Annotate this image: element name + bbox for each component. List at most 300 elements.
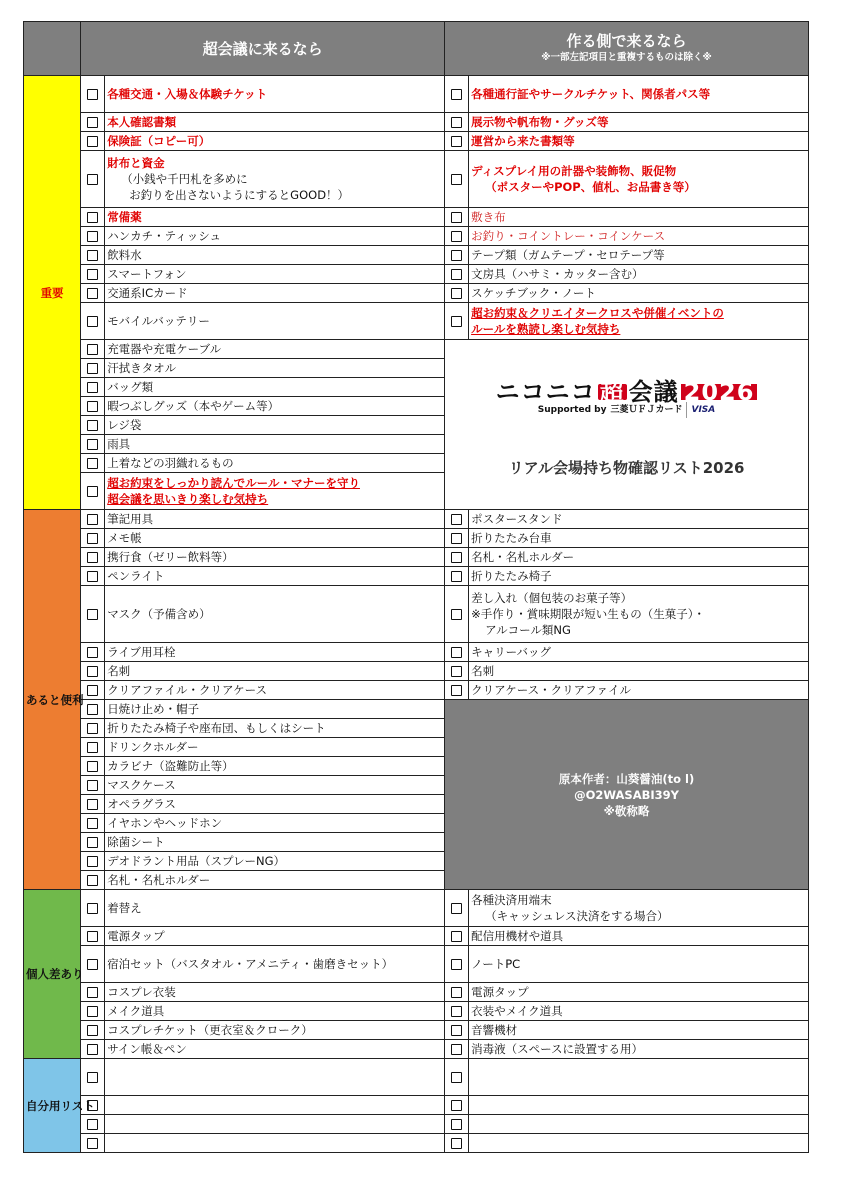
item-label: 超お約束＆クリエイタークロスや併催イベントの bbox=[471, 306, 724, 320]
header-row bbox=[24, 22, 809, 76]
checkbox-cell[interactable] bbox=[81, 719, 105, 738]
checkbox-cell[interactable] bbox=[81, 890, 105, 927]
checkbox[interactable] bbox=[451, 1072, 462, 1083]
checkbox-cell[interactable] bbox=[445, 132, 469, 151]
checkbox-cell[interactable] bbox=[81, 510, 105, 529]
checkbox-cell[interactable] bbox=[81, 1040, 105, 1059]
creator-item bbox=[469, 681, 809, 700]
header-creator: 作る側で来るなら ※一部左記項目と重複するものは除く※ bbox=[445, 22, 809, 76]
visitor-item bbox=[105, 662, 445, 681]
checkbox-cell[interactable] bbox=[445, 265, 469, 284]
checkbox[interactable] bbox=[87, 486, 98, 497]
credit-note: ※敬称略 bbox=[603, 803, 650, 818]
item-label: 文房具（ハサミ・カッター含む） bbox=[471, 267, 644, 281]
checkbox-cell[interactable] bbox=[81, 397, 105, 416]
checkbox[interactable] bbox=[87, 1025, 98, 1036]
visitor-item bbox=[105, 871, 445, 890]
checkbox-cell[interactable] bbox=[81, 1021, 105, 1040]
item-label: 常備薬 bbox=[107, 210, 142, 224]
checkbox-cell[interactable] bbox=[445, 1040, 469, 1059]
checkbox-cell[interactable] bbox=[81, 76, 105, 113]
item-label: 汗拭きタオル bbox=[107, 361, 177, 375]
checkbox[interactable] bbox=[87, 818, 98, 829]
visitor-item bbox=[105, 567, 445, 586]
item-label: 差し入れ（個包装のお菓子等） bbox=[471, 591, 633, 605]
checkbox-cell[interactable] bbox=[81, 1059, 105, 1096]
checkbox-cell[interactable] bbox=[81, 757, 105, 776]
item-label: 日焼け止め・帽子 bbox=[107, 702, 200, 716]
checkbox[interactable] bbox=[451, 136, 462, 147]
item-label: マスク（予備含め） bbox=[107, 607, 211, 621]
item-label: 衣装やメイク道具 bbox=[471, 1004, 563, 1018]
checkbox-cell[interactable] bbox=[445, 510, 469, 529]
item-label: モバイルバッテリー bbox=[107, 314, 210, 328]
visitor-item bbox=[105, 927, 445, 946]
checkbox-cell[interactable] bbox=[81, 113, 105, 132]
checkbox-cell[interactable] bbox=[81, 1115, 105, 1134]
list-row bbox=[24, 643, 809, 662]
list-row bbox=[24, 1002, 809, 1021]
visitor-item bbox=[105, 643, 445, 662]
checkbox-cell[interactable] bbox=[81, 700, 105, 719]
checkbox[interactable] bbox=[87, 666, 98, 677]
creator-blank-item[interactable] bbox=[469, 1134, 809, 1153]
list-row bbox=[24, 1115, 809, 1134]
visitor-item bbox=[105, 76, 445, 113]
checkbox-cell[interactable] bbox=[81, 227, 105, 246]
checkbox-cell[interactable] bbox=[445, 548, 469, 567]
visitor-item bbox=[105, 303, 445, 340]
visitor-item bbox=[105, 983, 445, 1002]
visitor-item bbox=[105, 700, 445, 719]
checkbox-cell[interactable] bbox=[81, 454, 105, 473]
checkbox-cell[interactable] bbox=[81, 151, 105, 208]
visitor-item bbox=[105, 852, 445, 871]
creator-item bbox=[469, 227, 809, 246]
visitor-blank-item[interactable] bbox=[105, 1115, 445, 1134]
list-row bbox=[24, 284, 809, 303]
item-label: 各種交通・入場＆体験チケット bbox=[107, 87, 268, 101]
item-label: イヤホンやヘッドホン bbox=[107, 816, 223, 830]
checkbox[interactable] bbox=[451, 1119, 462, 1130]
list-row bbox=[24, 265, 809, 284]
checkbox-cell[interactable] bbox=[81, 473, 105, 510]
creator-item bbox=[469, 946, 809, 983]
visitor-item bbox=[105, 435, 445, 454]
checkbox[interactable] bbox=[451, 931, 462, 942]
visitor-item bbox=[105, 1040, 445, 1059]
visitor-item bbox=[105, 776, 445, 795]
creator-item bbox=[469, 510, 809, 529]
checkbox-cell[interactable] bbox=[81, 833, 105, 852]
list-row bbox=[24, 983, 809, 1002]
list-row bbox=[24, 586, 809, 643]
creator-blank-item[interactable] bbox=[469, 1059, 809, 1096]
checkbox[interactable] bbox=[87, 439, 98, 450]
checkbox-cell[interactable] bbox=[81, 1002, 105, 1021]
creator-item bbox=[469, 983, 809, 1002]
checkbox-cell[interactable] bbox=[445, 927, 469, 946]
checkbox-cell[interactable] bbox=[81, 416, 105, 435]
visitor-item bbox=[105, 814, 445, 833]
checkbox-cell[interactable] bbox=[81, 1134, 105, 1153]
item-label: 電源タップ bbox=[107, 929, 165, 943]
visitor-item bbox=[105, 586, 445, 643]
item-label: デオドラント用品（スプレーNG） bbox=[107, 854, 286, 868]
checkbox-cell[interactable] bbox=[445, 1115, 469, 1134]
checkbox[interactable] bbox=[87, 89, 98, 100]
item-label: レジ袋 bbox=[107, 418, 142, 432]
checkbox[interactable] bbox=[451, 212, 462, 223]
checkbox-cell[interactable] bbox=[445, 1021, 469, 1040]
checkbox-cell[interactable] bbox=[81, 529, 105, 548]
checkbox-cell[interactable] bbox=[81, 871, 105, 890]
item-label: ノートPC bbox=[471, 957, 521, 971]
item-label: ※手作り・賞味期限が短い生もの（生菓子）・ bbox=[471, 607, 705, 621]
checkbox[interactable] bbox=[87, 723, 98, 734]
checkbox-cell[interactable] bbox=[81, 284, 105, 303]
item-label: 着替え bbox=[107, 901, 142, 915]
checkbox-cell[interactable] bbox=[81, 548, 105, 567]
checkbox[interactable] bbox=[451, 316, 462, 327]
item-label: 消毒液（スペースに設置する用） bbox=[471, 1042, 644, 1056]
list-row bbox=[24, 700, 809, 719]
checkbox-cell[interactable] bbox=[81, 265, 105, 284]
visitor-item bbox=[105, 681, 445, 700]
visitor-item bbox=[105, 284, 445, 303]
creator-blank-item[interactable] bbox=[469, 1115, 809, 1134]
checkbox[interactable] bbox=[87, 316, 98, 327]
item-label: 除菌シート bbox=[107, 835, 165, 849]
checkbox-cell[interactable] bbox=[81, 132, 105, 151]
item-label: ルールを熟読し楽しむ気持ち bbox=[471, 322, 621, 336]
creator-item bbox=[469, 643, 809, 662]
item-label: 運営から来た書類等 bbox=[471, 134, 575, 148]
checkbox[interactable] bbox=[451, 269, 462, 280]
checkbox-cell[interactable] bbox=[445, 227, 469, 246]
item-label: 名札・名札ホルダー bbox=[471, 550, 575, 564]
checkbox[interactable] bbox=[451, 514, 462, 525]
item-label: 筆記用具 bbox=[107, 512, 154, 526]
visitor-item bbox=[105, 397, 445, 416]
category-personal: 個人差あり bbox=[24, 890, 81, 1059]
checkbox-cell[interactable] bbox=[445, 586, 469, 643]
checkbox-cell[interactable] bbox=[81, 927, 105, 946]
checkbox[interactable] bbox=[87, 212, 98, 223]
checkbox[interactable] bbox=[87, 269, 98, 280]
item-label: スケッチブック・ノート bbox=[471, 286, 596, 300]
visitor-item bbox=[105, 510, 445, 529]
item-label: 配信用機材や道具 bbox=[471, 929, 564, 943]
checkbox[interactable] bbox=[451, 552, 462, 563]
checkbox[interactable] bbox=[87, 401, 98, 412]
checkbox-cell[interactable] bbox=[445, 983, 469, 1002]
checkbox-cell[interactable] bbox=[81, 852, 105, 871]
checkbox[interactable] bbox=[87, 1119, 98, 1130]
list-row bbox=[24, 1040, 809, 1059]
list-row bbox=[24, 890, 809, 927]
checkbox-cell[interactable] bbox=[445, 208, 469, 227]
item-label: アルコール類NG bbox=[485, 623, 571, 637]
visitor-item bbox=[105, 1002, 445, 1021]
checkbox-cell[interactable] bbox=[445, 662, 469, 681]
checkbox[interactable] bbox=[87, 704, 98, 715]
checkbox[interactable] bbox=[87, 647, 98, 658]
visitor-blank-item[interactable] bbox=[105, 1059, 445, 1096]
checkbox-cell[interactable] bbox=[81, 643, 105, 662]
item-label: 電源タップ bbox=[471, 985, 529, 999]
list-row bbox=[24, 1059, 809, 1096]
creator-item bbox=[469, 586, 809, 643]
checkbox-cell[interactable] bbox=[445, 151, 469, 208]
checkbox-cell[interactable] bbox=[445, 567, 469, 586]
checkbox-cell[interactable] bbox=[445, 1134, 469, 1153]
checkbox[interactable] bbox=[87, 959, 98, 970]
item-label: 飲料水 bbox=[107, 248, 142, 262]
checkbox-cell[interactable] bbox=[445, 529, 469, 548]
checkbox[interactable] bbox=[87, 250, 98, 261]
item-label: クリアファイル・クリアケース bbox=[107, 683, 268, 697]
list-row bbox=[24, 132, 809, 151]
checkbox-cell[interactable] bbox=[81, 681, 105, 700]
creator-item bbox=[469, 1040, 809, 1059]
item-label: 展示物や帆布物・グッズ等 bbox=[471, 115, 609, 129]
list-row bbox=[24, 1096, 809, 1115]
checkbox[interactable] bbox=[451, 666, 462, 677]
checkbox[interactable] bbox=[87, 609, 98, 620]
checkbox-cell[interactable] bbox=[445, 890, 469, 927]
visitor-item bbox=[105, 719, 445, 738]
visitor-item bbox=[105, 113, 445, 132]
checkbox[interactable] bbox=[451, 987, 462, 998]
checkbox[interactable] bbox=[451, 959, 462, 970]
creator-blank-item[interactable] bbox=[469, 1096, 809, 1115]
list-row bbox=[24, 548, 809, 567]
checkbox-cell[interactable] bbox=[445, 1096, 469, 1115]
list-row bbox=[24, 113, 809, 132]
list-row bbox=[24, 340, 809, 359]
checkbox[interactable] bbox=[87, 420, 98, 431]
checkbox[interactable] bbox=[87, 288, 98, 299]
visitor-item bbox=[105, 454, 445, 473]
visitor-item bbox=[105, 246, 445, 265]
creator-item bbox=[469, 1021, 809, 1040]
checkbox[interactable] bbox=[87, 571, 98, 582]
list-row bbox=[24, 662, 809, 681]
creator-item bbox=[469, 927, 809, 946]
checkbox[interactable] bbox=[87, 742, 98, 753]
checkbox[interactable] bbox=[87, 382, 98, 393]
list-row bbox=[24, 681, 809, 700]
checkbox[interactable] bbox=[87, 761, 98, 772]
header-visitor: 超会議に来るなら bbox=[81, 22, 445, 76]
checkbox[interactable] bbox=[451, 903, 462, 914]
visitor-item bbox=[105, 416, 445, 435]
checkbox[interactable] bbox=[87, 875, 98, 886]
item-label: （小銭や千円札を多めに bbox=[121, 172, 248, 186]
creator-item bbox=[469, 208, 809, 227]
checkbox[interactable] bbox=[87, 344, 98, 355]
checkbox[interactable] bbox=[87, 458, 98, 469]
item-label: メモ帳 bbox=[107, 531, 142, 545]
item-label: 保険証（コピー可） bbox=[107, 134, 211, 148]
checkbox[interactable] bbox=[451, 1044, 462, 1055]
checkbox-cell[interactable] bbox=[81, 814, 105, 833]
checkbox[interactable] bbox=[451, 571, 462, 582]
checkbox[interactable] bbox=[451, 1100, 462, 1111]
creator-item bbox=[469, 284, 809, 303]
checkbox-cell[interactable] bbox=[81, 586, 105, 643]
checkbox[interactable] bbox=[87, 1006, 98, 1017]
checkbox[interactable] bbox=[87, 533, 98, 544]
checkbox[interactable] bbox=[451, 685, 462, 696]
item-label: サイン帳＆ペン bbox=[107, 1042, 187, 1056]
checkbox-cell[interactable] bbox=[445, 1002, 469, 1021]
visitor-item bbox=[105, 473, 445, 510]
checkbox-cell[interactable] bbox=[445, 284, 469, 303]
list-row bbox=[24, 246, 809, 265]
checkbox[interactable] bbox=[87, 117, 98, 128]
visitor-blank-item[interactable] bbox=[105, 1096, 445, 1115]
credit-panel bbox=[445, 700, 809, 890]
item-label: スマートフォン bbox=[107, 267, 187, 281]
checkbox[interactable] bbox=[87, 1072, 98, 1083]
visitor-item bbox=[105, 946, 445, 983]
checkbox-cell[interactable] bbox=[445, 946, 469, 983]
checkbox-cell[interactable] bbox=[445, 303, 469, 340]
list-row bbox=[24, 510, 809, 529]
checkbox[interactable] bbox=[87, 837, 98, 848]
checkbox-cell[interactable] bbox=[81, 946, 105, 983]
checkbox-cell[interactable] bbox=[445, 246, 469, 265]
visitor-blank-item[interactable] bbox=[105, 1134, 445, 1153]
checkbox-cell[interactable] bbox=[81, 738, 105, 757]
category-important: 重要 bbox=[24, 76, 81, 510]
checkbox-cell[interactable] bbox=[445, 1059, 469, 1096]
checkbox[interactable] bbox=[87, 780, 98, 791]
visitor-item bbox=[105, 151, 445, 208]
checkbox[interactable] bbox=[451, 174, 462, 185]
category-own: 自分用リスト bbox=[24, 1059, 81, 1153]
checkbox[interactable] bbox=[87, 136, 98, 147]
checkbox-cell[interactable] bbox=[81, 246, 105, 265]
checkbox[interactable] bbox=[451, 1006, 462, 1017]
creator-item bbox=[469, 662, 809, 681]
checkbox[interactable] bbox=[451, 288, 462, 299]
checkbox[interactable] bbox=[451, 89, 462, 100]
checkbox[interactable] bbox=[87, 931, 98, 942]
checkbox-cell[interactable] bbox=[81, 795, 105, 814]
checkbox[interactable] bbox=[87, 363, 98, 374]
item-label: 宿泊セット（バスタオル・アメニティ・歯磨きセット） bbox=[107, 957, 394, 971]
item-label: バッグ類 bbox=[107, 380, 154, 394]
checkbox[interactable] bbox=[87, 514, 98, 525]
item-label: 名刺 bbox=[471, 664, 495, 678]
item-label: ハンカチ・ティッシュ bbox=[107, 229, 222, 243]
checkbox[interactable] bbox=[87, 231, 98, 242]
visitor-item bbox=[105, 795, 445, 814]
checkbox[interactable] bbox=[451, 1138, 462, 1149]
list-row bbox=[24, 227, 809, 246]
checkbox[interactable] bbox=[87, 685, 98, 696]
checkbox-cell[interactable] bbox=[81, 340, 105, 359]
checkbox-cell[interactable] bbox=[81, 303, 105, 340]
checkbox[interactable] bbox=[87, 903, 98, 914]
checkbox-cell[interactable] bbox=[81, 776, 105, 795]
checkbox-cell[interactable] bbox=[81, 983, 105, 1002]
checkbox[interactable] bbox=[87, 1044, 98, 1055]
visitor-item bbox=[105, 208, 445, 227]
creator-item bbox=[469, 548, 809, 567]
visitor-item bbox=[105, 265, 445, 284]
item-label: 充電器や充電ケーブル bbox=[107, 342, 222, 356]
logo-panel bbox=[445, 340, 809, 510]
item-label: 名札・名札ホルダー bbox=[107, 873, 211, 887]
creator-item bbox=[469, 529, 809, 548]
checkbox-cell[interactable] bbox=[445, 643, 469, 662]
checkbox[interactable] bbox=[87, 1100, 98, 1111]
item-label: メイク道具 bbox=[107, 1004, 165, 1018]
item-label: 敷き布 bbox=[471, 210, 506, 224]
checkbox[interactable] bbox=[451, 609, 462, 620]
creator-item bbox=[469, 303, 809, 340]
checkbox-cell[interactable] bbox=[81, 435, 105, 454]
item-label: 折りたたみ台車 bbox=[471, 531, 552, 545]
visitor-item bbox=[105, 548, 445, 567]
item-label: クリアケース・クリアファイル bbox=[471, 683, 631, 697]
list-row bbox=[24, 1134, 809, 1153]
checkbox[interactable] bbox=[451, 231, 462, 242]
item-label: カラビナ（盗難防止等） bbox=[107, 759, 234, 773]
checkbox[interactable] bbox=[87, 174, 98, 185]
credit-handle: @O2WASABI39Y bbox=[574, 787, 679, 802]
visitor-item bbox=[105, 529, 445, 548]
checkbox-cell[interactable] bbox=[81, 378, 105, 397]
checkbox[interactable] bbox=[87, 1138, 98, 1149]
checkbox[interactable] bbox=[451, 533, 462, 544]
checkbox[interactable] bbox=[451, 250, 462, 261]
creator-item bbox=[469, 246, 809, 265]
checkbox[interactable] bbox=[451, 647, 462, 658]
item-label: ポスタースタンド bbox=[471, 512, 563, 526]
visitor-item bbox=[105, 833, 445, 852]
checkbox-cell[interactable] bbox=[81, 208, 105, 227]
checkbox-cell[interactable] bbox=[445, 681, 469, 700]
checkbox[interactable] bbox=[87, 799, 98, 810]
checkbox-cell[interactable] bbox=[445, 76, 469, 113]
checkbox-cell[interactable] bbox=[445, 113, 469, 132]
checklist-table bbox=[23, 21, 809, 1153]
item-label: 雨具 bbox=[107, 437, 131, 451]
checkbox[interactable] bbox=[451, 1025, 462, 1036]
checkbox[interactable] bbox=[87, 987, 98, 998]
item-label: 上着などの羽織れるもの bbox=[107, 456, 234, 470]
checkbox-cell[interactable] bbox=[81, 359, 105, 378]
item-label: 携行食（ゼリー飲料等） bbox=[107, 550, 234, 564]
item-label: 名刺 bbox=[107, 664, 131, 678]
item-label: 超お約束をしっかり読んでルール・マナーを守り bbox=[107, 476, 360, 490]
item-label: キャリーバッグ bbox=[471, 645, 552, 659]
item-label: ペンライト bbox=[107, 569, 165, 583]
checkbox-cell[interactable] bbox=[81, 567, 105, 586]
creator-item bbox=[469, 265, 809, 284]
checkbox[interactable] bbox=[451, 117, 462, 128]
checkbox-cell[interactable] bbox=[81, 662, 105, 681]
checkbox[interactable] bbox=[87, 552, 98, 563]
list-row bbox=[24, 76, 809, 113]
checkbox[interactable] bbox=[87, 856, 98, 867]
visitor-item bbox=[105, 132, 445, 151]
